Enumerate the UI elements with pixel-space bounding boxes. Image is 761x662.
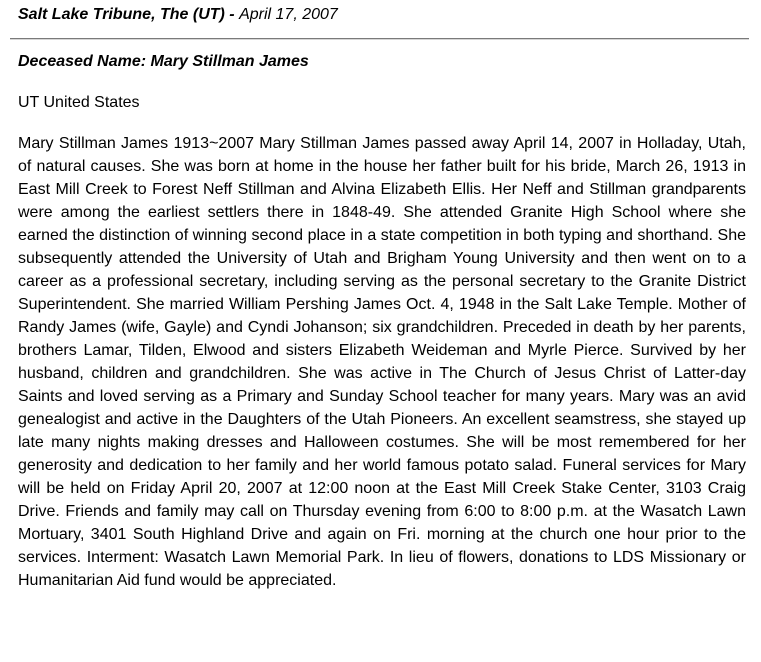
obituary-body: Mary Stillman James 1913~2007 Mary Stillman James passed away April 14, 2007 in Holladay, Utah, of natural causes. She was born at home in the house her father built for his bride, March 26, 1913 in East Mill Creek to Forest Neff Stillman and Alvina Elizabeth Ellis. Her Neff and Stillman grandparents were among the earliest settlers there in 1848-49. She attended Granite High School where she earned the distinction of winning second place in a state competition in both typing and shorthand. She subsequently attended the University of Utah and Brigham Young University and then went on to a career as a professional secretary, including serving as the personal secretary to the Granite District Superintendent. She married William Pershing James Oct. 4, 1948 in the Salt Lake Temple. Mother of Randy James (wife, Gayle) and Cyndi Johanson; six grandchildren. Preceded in death by her parents, brothers Lamar, Tilden, Elwood and sisters Elizabeth Weideman and Myrle Pierce. Survived by her husband, children and grandchildren. She was active in The Church of Jesus Christ of Latter-day Saints and loved serving as a Primary and Sunday School teacher for many years. Mary was an avid genealogist and active in the Daughters of the Utah Pioneers. An excellent seamstress, she stayed up late many nights making dresses and Halloween costumes. She will be most remembered for her generosity and dedication to her family and her world famous potato salad. Funeral services for Mary will be held on Friday April 20, 2007 at 12:00 noon at the East Mill Creek Stake Center, 3103 Craig Drive. Friends and family may call on Thursday evening from 6:00 to 8:00 p.m. at the Wasatch Lawn Mortuary, 3401 South Highland Drive and again on Fri. morning at the church one hour prior to the services. Interment: Wasatch Lawn Memorial Park. In lieu of flowers, donations to LDS Missionary or Humanitarian Aid fund would be appreciated. bbox=[18, 135, 746, 589]
deceased-name: Mary Stillman James bbox=[150, 53, 309, 70]
deceased-label: Deceased Name: bbox=[18, 53, 151, 70]
header-separator: - bbox=[224, 6, 240, 23]
location-text: UT United States bbox=[18, 94, 140, 111]
publication-header bbox=[18, 4, 338, 26]
publication-name: Salt Lake Tribune, The (UT) bbox=[18, 6, 225, 23]
deceased-heading bbox=[18, 51, 309, 73]
header-divider bbox=[10, 38, 749, 40]
publication-date: April 17, 2007 bbox=[239, 6, 338, 23]
